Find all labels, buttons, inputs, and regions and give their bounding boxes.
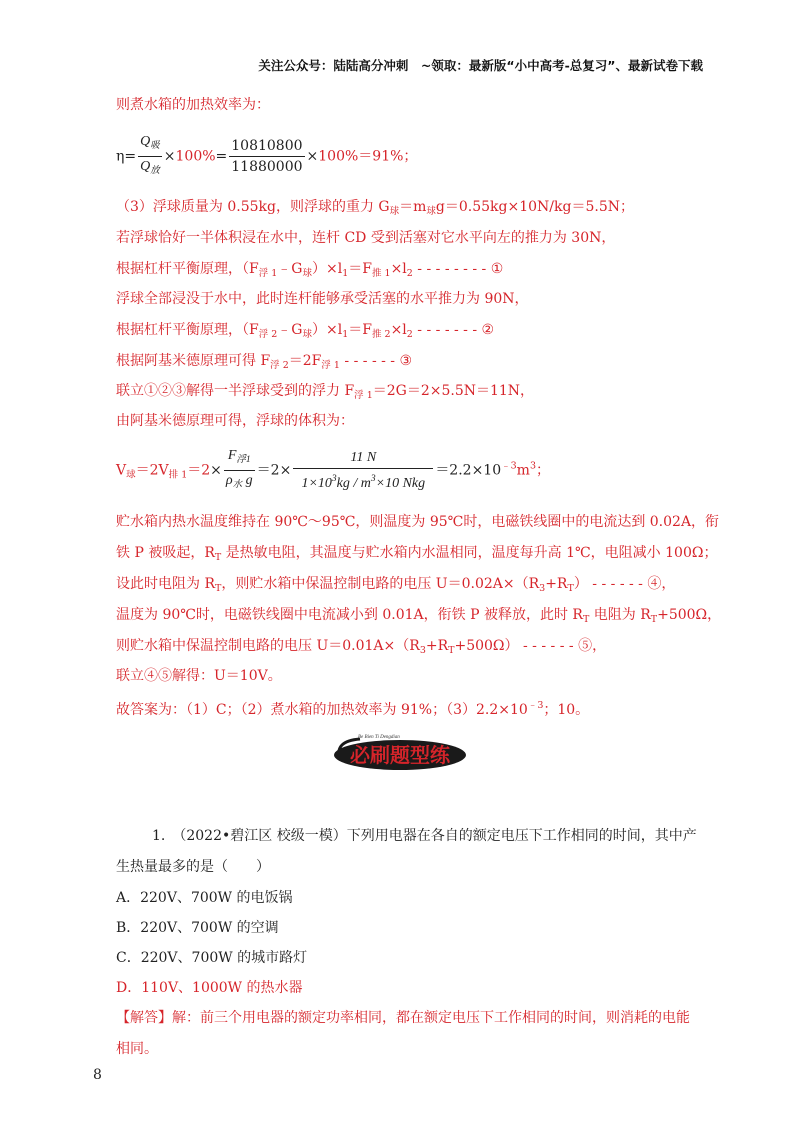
value-num: 10810800 <box>229 136 304 157</box>
text: 铁 P 被吸起，R <box>116 545 215 561</box>
rho: ρ <box>225 473 233 488</box>
subscript: T <box>215 583 222 594</box>
subscript: T <box>448 645 455 656</box>
pct-text: 100% <box>175 148 216 165</box>
subscript: 浮 1 <box>354 390 373 401</box>
text: ；10。 <box>543 702 590 718</box>
subscript: 3 <box>539 583 546 594</box>
result-sup: ﹣3 <box>501 460 517 472</box>
volume-fraction <box>293 448 433 494</box>
question-stem-2: 生热量最多的是（ ） <box>116 859 270 875</box>
g-symbol: g <box>245 473 253 488</box>
subscript: 3 <box>419 645 426 656</box>
den-sup2: 3 <box>370 473 376 484</box>
times-sign-2: × <box>279 462 292 479</box>
option-c: C．220V、700W 的城市路灯 <box>116 950 308 966</box>
solution-line-8 <box>116 352 412 375</box>
solution-line-10: 由阿基米德原理可得，浮球的体积为： <box>116 413 354 429</box>
subscript: T <box>214 552 222 563</box>
text: - - - - - - - - ① <box>412 261 504 277</box>
option-d: D．110V、1000W 的热水器 <box>116 980 303 996</box>
subscript: 球 <box>302 268 312 279</box>
text: 是热敏电阻，其温度与贮水箱内水温相同，温度每升高 1℃，电阻减小 100Ω； <box>221 545 718 561</box>
text: +500Ω） - - - - - - ⑤， <box>454 638 607 654</box>
text: 电阻为 R <box>589 607 651 623</box>
solution-line-14 <box>116 575 675 598</box>
subscript: T <box>567 583 574 594</box>
answer-line-1 <box>116 1009 690 1027</box>
volume-num: 11 N <box>293 448 433 469</box>
q-den-sub: 放 <box>150 166 160 176</box>
result-unit-sup: 3 <box>529 460 536 472</box>
subscript: 浮 2 <box>258 329 278 340</box>
text: 根据杠杆平衡原理，（F <box>116 322 259 338</box>
answer-tag: 【解答】 <box>116 1010 172 1026</box>
den-b: kg / m <box>336 475 371 491</box>
solution-line-16 <box>116 637 606 660</box>
text: ＝2G＝2×5.5N＝11N， <box>372 383 535 399</box>
solution-line-9 <box>116 382 534 405</box>
text: ﹣G <box>277 261 303 277</box>
eta-symbol: η <box>116 148 125 165</box>
solution-line-4: 若浮球恰好一半体积浸在水中，连杆 CD 受到活塞对它水平向左的推力为 30N， <box>116 230 616 246</box>
text: 根据阿基米德原理可得 F <box>116 353 271 369</box>
subscript: 2 <box>406 268 413 279</box>
subscript: 浮 1 <box>258 268 278 279</box>
times-sign: × <box>163 148 176 165</box>
page-header: 关注公众号：陆陆高分冲刺 ~领取：最新版“小中高考-总复习”、最新试卷下载 <box>258 58 703 73</box>
result-unit: m <box>516 462 530 479</box>
text: 温度为 90℃时，电磁铁线圈中电流减小到 0.01A，衔铁 P 被释放，此时 R <box>116 607 583 623</box>
buoyancy-fraction <box>224 446 255 495</box>
text: - - - - - - ③ <box>339 353 413 369</box>
subscript: 1 <box>342 329 349 340</box>
logo-script: Be Bien Ti Dengdian <box>358 735 400 740</box>
logo-title: 必刷题型练 <box>350 743 450 767</box>
text: ＝2 <box>256 462 280 479</box>
result: ＝2.2×10 <box>435 462 502 479</box>
superscript: ﹣3 <box>527 700 544 711</box>
subscript: T <box>650 614 658 625</box>
text: （3）浮球质量为 0.55kg，则浮球的重力 G <box>116 199 390 215</box>
den-c: ×10 Nkg <box>375 475 426 491</box>
subscript: 排 1 <box>168 469 188 481</box>
subscript: 球 <box>126 469 136 481</box>
question-stem-1: 1. （2022•碧江区 校级一模）下列用电器在各自的额定电压下工作相同的时间，其中产 <box>152 828 697 844</box>
text: ×l <box>390 322 407 338</box>
text: +500Ω， <box>657 607 722 623</box>
volume-formula <box>116 446 550 495</box>
efficiency-intro: 则煮水箱的加热效率为： <box>116 97 270 113</box>
subscript: 球 <box>426 206 436 217</box>
text: 故答案为：（1）C；（2）煮水箱的加热效率为 91%；（3）2.2×10 <box>116 702 528 718</box>
times-sign-2: × <box>306 148 319 165</box>
value-den: 11880000 <box>231 159 303 175</box>
solution-line-12: 贮水箱内热水温度维持在 90℃～95℃，则温度为 95℃时，电磁铁线圈中的电流达到 0.02A，衔 <box>116 514 720 530</box>
subscript: 球 <box>389 206 400 217</box>
subscript: T <box>582 614 590 625</box>
solution-line-6: 浮球全部浸没于水中，此时连杆能够承受活塞的水平推力为 90N， <box>116 291 529 307</box>
value-fraction <box>229 136 304 177</box>
q-num: Q <box>140 134 151 149</box>
q-num-sub: 吸 <box>150 141 160 151</box>
result-end: ； <box>536 462 550 479</box>
subscript: 2 <box>406 329 413 340</box>
text: ＝F <box>348 261 372 277</box>
solution-line-5 <box>116 260 503 283</box>
f-num: F <box>227 448 237 463</box>
text: ＝F <box>348 322 372 338</box>
text: V <box>116 462 127 479</box>
text: 联立①②③解得一半浮球受到的浮力 F <box>116 383 355 399</box>
page-number: 8 <box>93 1067 102 1083</box>
subscript: 球 <box>302 329 312 340</box>
text: +R <box>545 576 568 592</box>
text: ）×l <box>312 261 343 277</box>
q-den: Q <box>140 159 151 174</box>
text: ×l <box>390 261 407 277</box>
option-b: B．220V、700W 的空调 <box>116 920 279 936</box>
rho-sub: 水 <box>232 480 243 490</box>
answer-text: 解：前三个用电器的额定功率相同，都在额定电压下工作相同的时间，则消耗的电能 <box>172 1010 690 1026</box>
text: - - - - - - - ② <box>412 322 495 338</box>
eq-sign: = <box>124 148 137 165</box>
subscript: 推 1 <box>371 268 391 279</box>
text: +R <box>425 638 449 654</box>
text: ，则贮水箱中保温控制电路的电压 U＝0.02A×（R <box>221 576 540 592</box>
text: ＝2F <box>288 353 322 369</box>
times-sign: × <box>210 462 222 479</box>
solution-line-7 <box>116 321 494 344</box>
answer-line-2: 相同。 <box>116 1041 158 1057</box>
q-fraction <box>138 132 162 181</box>
subscript: 推 2 <box>371 329 391 340</box>
final-answer <box>116 697 589 719</box>
solution-line-13 <box>116 544 717 567</box>
f-num-sub: 浮1 <box>236 455 251 465</box>
text: 则贮水箱中保温控制电路的电压 U＝0.01A×（R <box>116 638 420 654</box>
text: ） - - - - - - ④， <box>573 576 676 592</box>
text: ＝2 <box>187 462 211 479</box>
subscript: 浮 1 <box>321 360 340 371</box>
text: ＝2V <box>135 462 169 479</box>
solution-line-3 <box>116 198 634 221</box>
subscript: 1 <box>342 268 349 279</box>
text: ）×l <box>312 322 343 338</box>
efficiency-result: 100%＝91%； <box>318 148 418 165</box>
text: ＝m <box>399 199 427 215</box>
section-logo <box>330 731 470 773</box>
solution-line-15 <box>116 606 721 629</box>
den-sup: 3 <box>331 473 337 484</box>
den-a: 1×10 <box>301 475 332 491</box>
text: 根据杠杆平衡原理，（F <box>116 261 259 277</box>
text: 设此时电阻为 R <box>116 576 215 592</box>
option-a: A．220V、700W 的电饭锅 <box>116 890 293 906</box>
efficiency-formula <box>116 132 417 181</box>
text: ﹣G <box>277 322 303 338</box>
subscript: 浮 2 <box>270 360 289 371</box>
text: g＝0.55kg×10N/kg＝5.5N； <box>435 199 634 215</box>
solution-line-17: 联立④⑤解得：U＝10V。 <box>116 668 282 684</box>
eq-sign-2: = <box>215 148 228 165</box>
